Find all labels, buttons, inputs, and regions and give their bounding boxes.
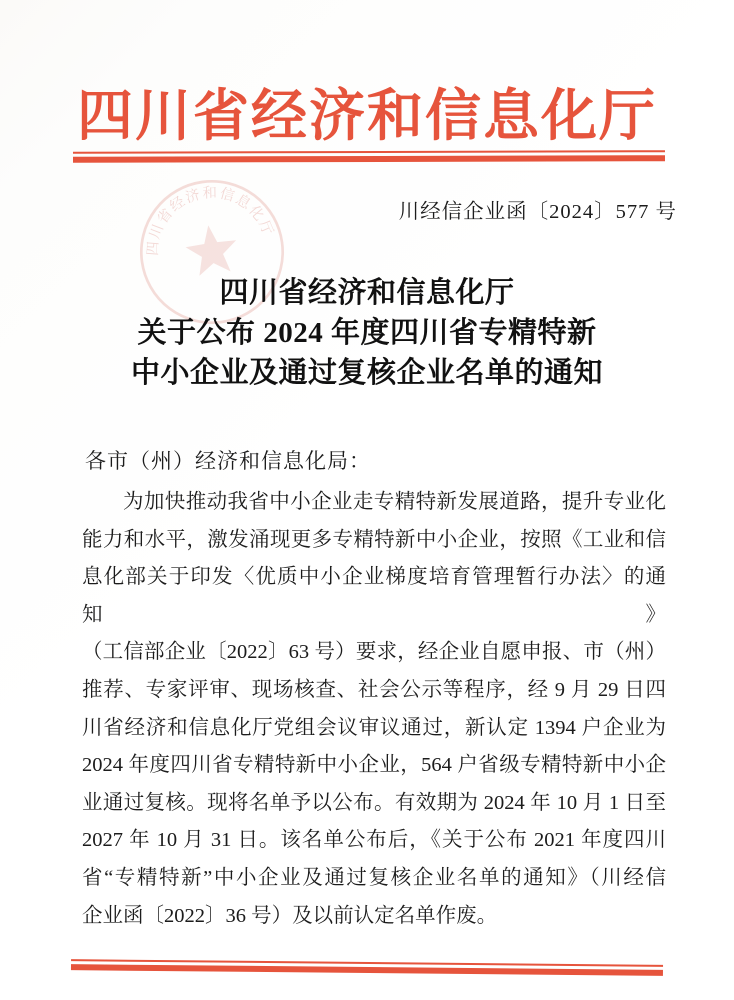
body-line: 业通过复核。现将名单予以公布。有效期为 2024 年 10 月 1 日至 (82, 791, 666, 814)
body-line: 推荐、专家评审、现场核查、社会公示等程序，经 9 月 29 日四 (82, 678, 666, 701)
body-line: 2027 年 10 月 31 日。该名单公布后，《关于公布 2021 年度四川 (82, 829, 666, 852)
body-paragraph (82, 484, 666, 935)
salutation: 各市（州）经济和信息化局： (85, 449, 371, 473)
body-line: 企业函〔2022〕36 号）及以前认定名单作废。 (82, 904, 498, 927)
body-line: 息化部关于印发〈优质中小企业梯度培育管理暂行办法〉的通知》 (82, 566, 666, 626)
body-line: 川省经济和信息化厅党组会议审议通过，新认定 1394 户企业为 (82, 716, 666, 739)
body-line: 省“专精特新”中小企业及通过复核企业名单的通知》（川经信 (82, 866, 666, 889)
seal-ring-text: 四川省经济和信息化厅 (145, 185, 277, 257)
document-title (0, 273, 734, 393)
divider-thick-line (73, 155, 665, 163)
svg-text:四川省经济和信息化厅 (135, 175, 278, 258)
body-line: 为加快推动我省中小企业走专精特新发展道路，提升专业化 (123, 491, 666, 513)
body-line: （工信部企业〔2022〕63 号）要求，经企业自愿申报、市（州） (82, 641, 666, 664)
body-line: 2024 年度四川省专精特新中小企业，564 户省级专精特新中小企 (82, 754, 666, 777)
document-number: 川经信企业函〔2024〕577 号 (398, 201, 677, 223)
title-line-2: 关于公布 2024 年度四川省专精特新 (137, 317, 597, 349)
body-line: 能力和水平，激发涌现更多专精特新中小企业，按照《工业和信 (82, 528, 666, 551)
letterhead-title: 四川省经济和信息化厅 (77, 86, 657, 148)
title-line-1: 四川省经济和信息化厅 (219, 277, 515, 309)
title-line-3: 中小企业及通过复核企业名单的通知 (130, 357, 603, 389)
seal-star-icon (183, 222, 240, 277)
letterhead-divider (73, 150, 665, 163)
footer-divider (71, 959, 663, 976)
